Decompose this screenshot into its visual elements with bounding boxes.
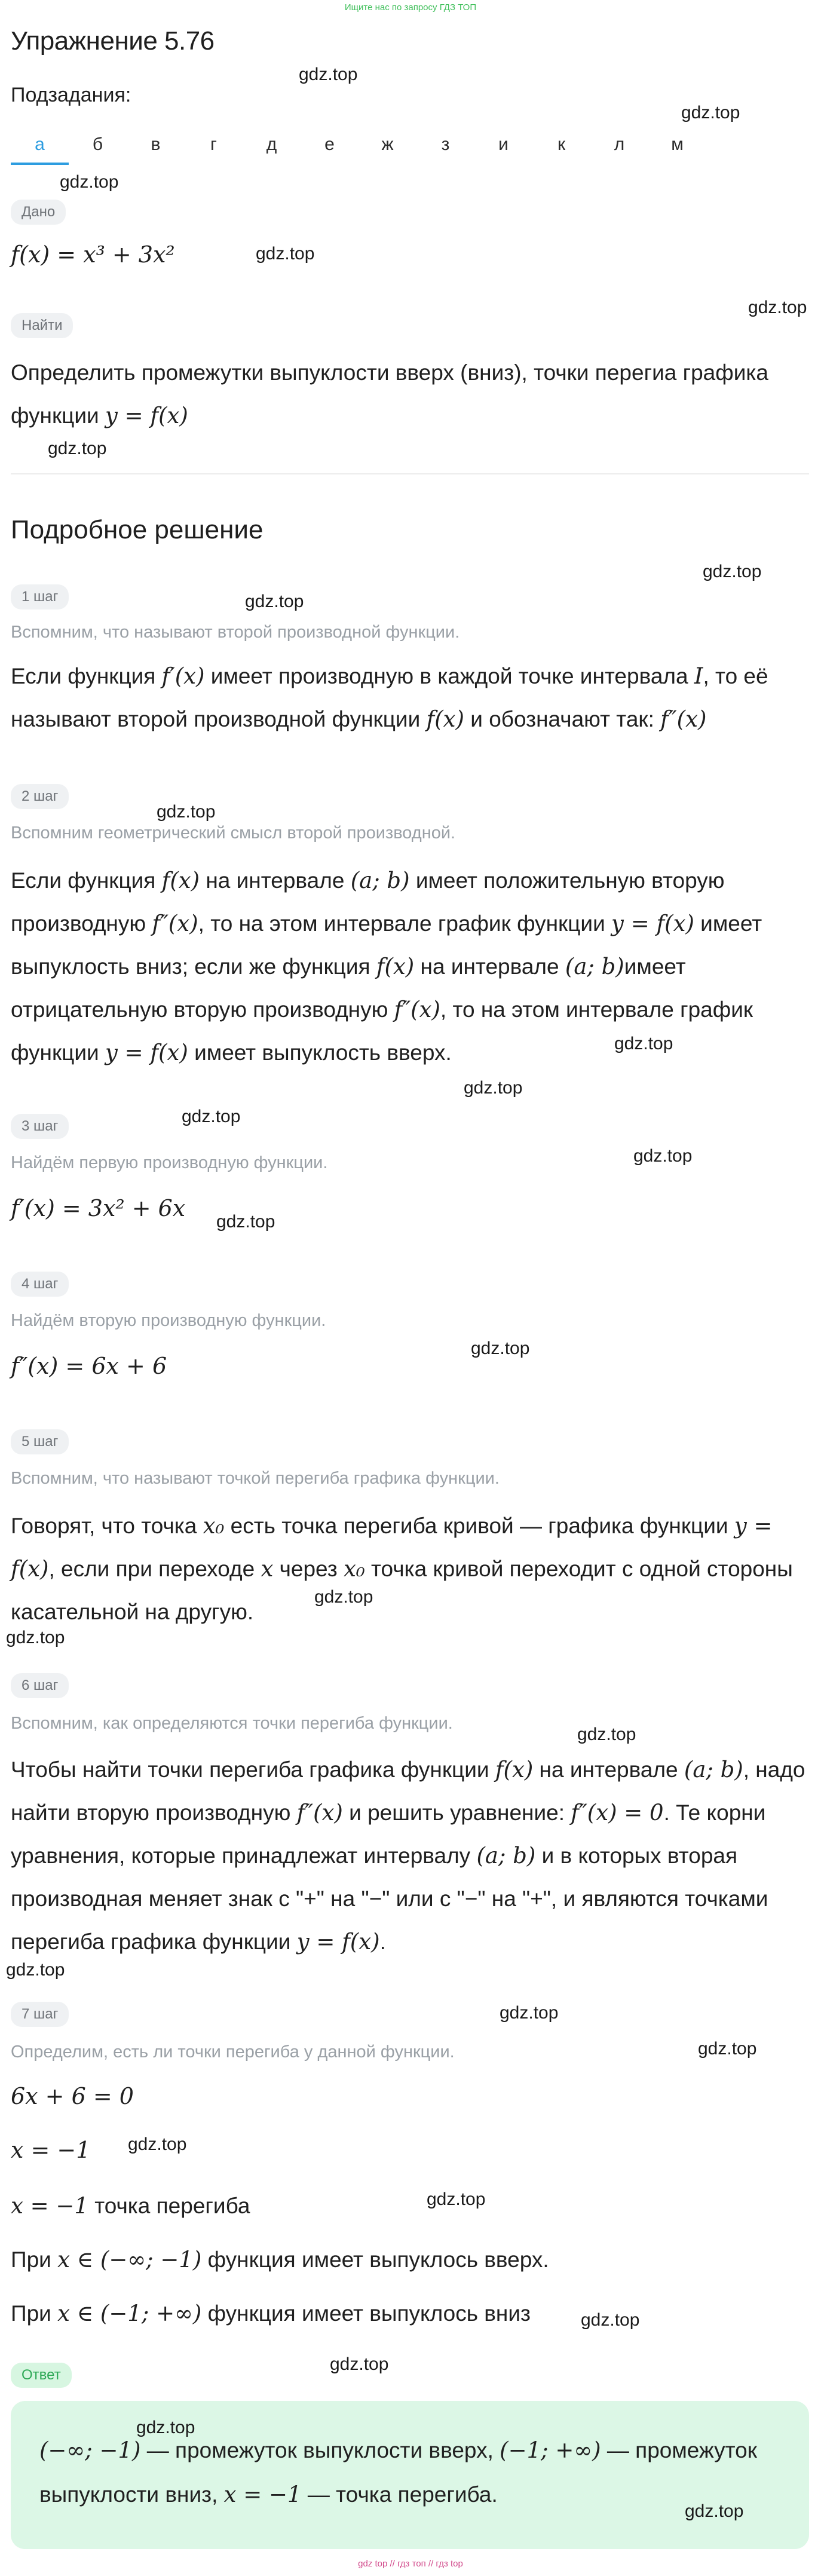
- tab-l[interactable]: л: [614, 134, 625, 154]
- watermark: gdz.top: [464, 1078, 523, 1098]
- tab-g[interactable]: г: [210, 134, 217, 154]
- given-badge: Дано: [11, 200, 66, 225]
- watermark: gdz.top: [685, 2501, 744, 2521]
- tab-k[interactable]: к: [557, 134, 566, 154]
- watermark: gdz.top: [216, 1212, 275, 1232]
- step-1-badge: 1 шаг: [11, 584, 69, 609]
- watermark: gdz.top: [6, 1960, 65, 1980]
- answer-text: (−∞; −1) — промежуток выпуклости вверх, (−1; +∞) — промежуток выпуклости вниз, x = −1 — точка перегиба.: [39, 2437, 757, 2507]
- tab-i[interactable]: и: [498, 134, 508, 154]
- step-1-hint: Вспомним, что называют второй производной функции.: [11, 623, 460, 642]
- watermark: gdz.top: [256, 244, 315, 264]
- page-title: Упражнение 5.76: [11, 26, 215, 56]
- solution-title: Подробное решение: [11, 515, 264, 544]
- tab-m[interactable]: м: [671, 134, 684, 154]
- watermark: gdz.top: [471, 1338, 530, 1358]
- step-7-badge: 7 шаг: [11, 2002, 69, 2027]
- step-6-badge: 6 шаг: [11, 1673, 69, 1698]
- tab-e[interactable]: е: [324, 134, 335, 154]
- step-5-hint: Вспомним, что называют точкой перегиба графика функции.: [11, 1469, 500, 1488]
- step-7-eq-2: x = −1: [11, 2137, 91, 2163]
- step-2-text: Если функция f(x) на интервале (a; b) имеет положительную вторую производную f″(x), то на этом интервале график функции y = f(x) имеет выпуклость вниз; если же функция f(x) на интервале (a; b)имеет отрицательную вторую производную f″(x), то на этом интервале график функции y = f(x) имеет выпуклость вверх.: [11, 868, 762, 1065]
- step-2-badge: 2 шаг: [11, 784, 69, 809]
- step-4-hint: Найдём вторую производную функции.: [11, 1311, 326, 1330]
- step-5-badge: 5 шаг: [11, 1429, 69, 1454]
- top-banner[interactable]: Ищите нас по запросу ГДЗ ТОП: [344, 2, 477, 13]
- tab-z[interactable]: з: [441, 134, 450, 154]
- find-badge: Найти: [11, 313, 73, 338]
- watermark: gdz.top: [6, 1628, 65, 1647]
- tab-a[interactable]: а: [11, 131, 69, 165]
- watermark: gdz.top: [245, 592, 304, 611]
- step-6-text: Чтобы найти точки перегиба графика функции f(x) на интервале (a; b), надо найти вторую производную f″(x) и решить уравнение: f″(x) = 0. Те корни уравнения, которые принадлежат интервалу (a; b) и в которых вторая производная меняет знак с "+" на "−" или с "−" на "+", и являются точками перегиба графика функции y = f(x).: [11, 1757, 805, 1955]
- watermark: gdz.top: [614, 1034, 673, 1053]
- step-3-badge: 3 шаг: [11, 1114, 69, 1139]
- watermark: gdz.top: [577, 1725, 636, 1744]
- find-text: Определить промежутки выпуклости вверх (вниз), точки перегиа графика функции y = f(x): [11, 360, 768, 428]
- step-1-text: Если функция f′(x) имеет производную в каждой точке интервала I, то её называют второй производной функции f(x) и обозначают так: f″(x): [11, 663, 768, 732]
- watermark: gdz.top: [182, 1107, 241, 1126]
- watermark: gdz.top: [748, 298, 807, 317]
- step-7-eq-1: 6x + 6 = 0: [11, 2083, 134, 2109]
- tab-zh[interactable]: ж: [381, 134, 394, 154]
- step-7-convex-up: При x ∈ (−∞; −1) функция имеет выпуклось вверх.: [11, 2247, 549, 2272]
- tab-v[interactable]: в: [151, 134, 161, 154]
- step-7-inflection: x = −1 точка перегиба: [11, 2193, 250, 2219]
- watermark: gdz.top: [500, 2003, 559, 2023]
- step-2-hint: Вспомним геометрический смысл второй производной.: [11, 823, 456, 843]
- watermark: gdz.top: [48, 439, 107, 458]
- step-6-hint: Вспомним, как определяются точки перегиба функции.: [11, 1714, 453, 1733]
- step-4-badge: 4 шаг: [11, 1272, 69, 1297]
- watermark: gdz.top: [633, 1146, 693, 1166]
- step-3-formula: f′(x) = 3x² + 6x: [11, 1195, 186, 1221]
- step-4-formula: f″(x) = 6x + 6: [11, 1353, 167, 1379]
- watermark: gdz.top: [581, 2310, 640, 2330]
- step-7-convex-down: При x ∈ (−1; +∞) функция имеет выпуклось вниз: [11, 2301, 531, 2326]
- watermark: gdz.top: [60, 172, 119, 192]
- footer-links[interactable]: gdz top // гдз топ // гдз top: [358, 2559, 463, 2569]
- subtask-tabs: [11, 131, 809, 169]
- watermark: gdz.top: [128, 2134, 187, 2154]
- watermark: gdz.top: [136, 2418, 195, 2437]
- watermark: gdz.top: [427, 2189, 486, 2209]
- tab-d[interactable]: д: [266, 134, 277, 154]
- watermark: gdz.top: [299, 65, 358, 84]
- watermark: gdz.top: [330, 2354, 389, 2374]
- answer-badge: Ответ: [11, 2363, 72, 2388]
- watermark: gdz.top: [681, 103, 740, 122]
- tab-b[interactable]: б: [92, 134, 103, 154]
- step-5-text: Говорят, что точка x₀ есть точка перегиба кривой — графика функции y = f(x), если при переходе x через x₀ точка кривой переходит с одной стороны касательной на другую.: [11, 1513, 793, 1624]
- watermark: gdz.top: [698, 2039, 757, 2059]
- watermark: gdz.top: [703, 562, 762, 581]
- divider: [11, 473, 809, 474]
- watermark: gdz.top: [314, 1587, 373, 1607]
- watermark: gdz.top: [157, 802, 216, 822]
- given-formula: f(x) = x³ + 3x²: [11, 241, 175, 268]
- step-7-hint: Определим, есть ли точки перегиба у данной функции.: [11, 2042, 455, 2062]
- step-3-hint: Найдём первую производную функции.: [11, 1153, 328, 1172]
- subtasks-label: Подзадания:: [11, 84, 131, 106]
